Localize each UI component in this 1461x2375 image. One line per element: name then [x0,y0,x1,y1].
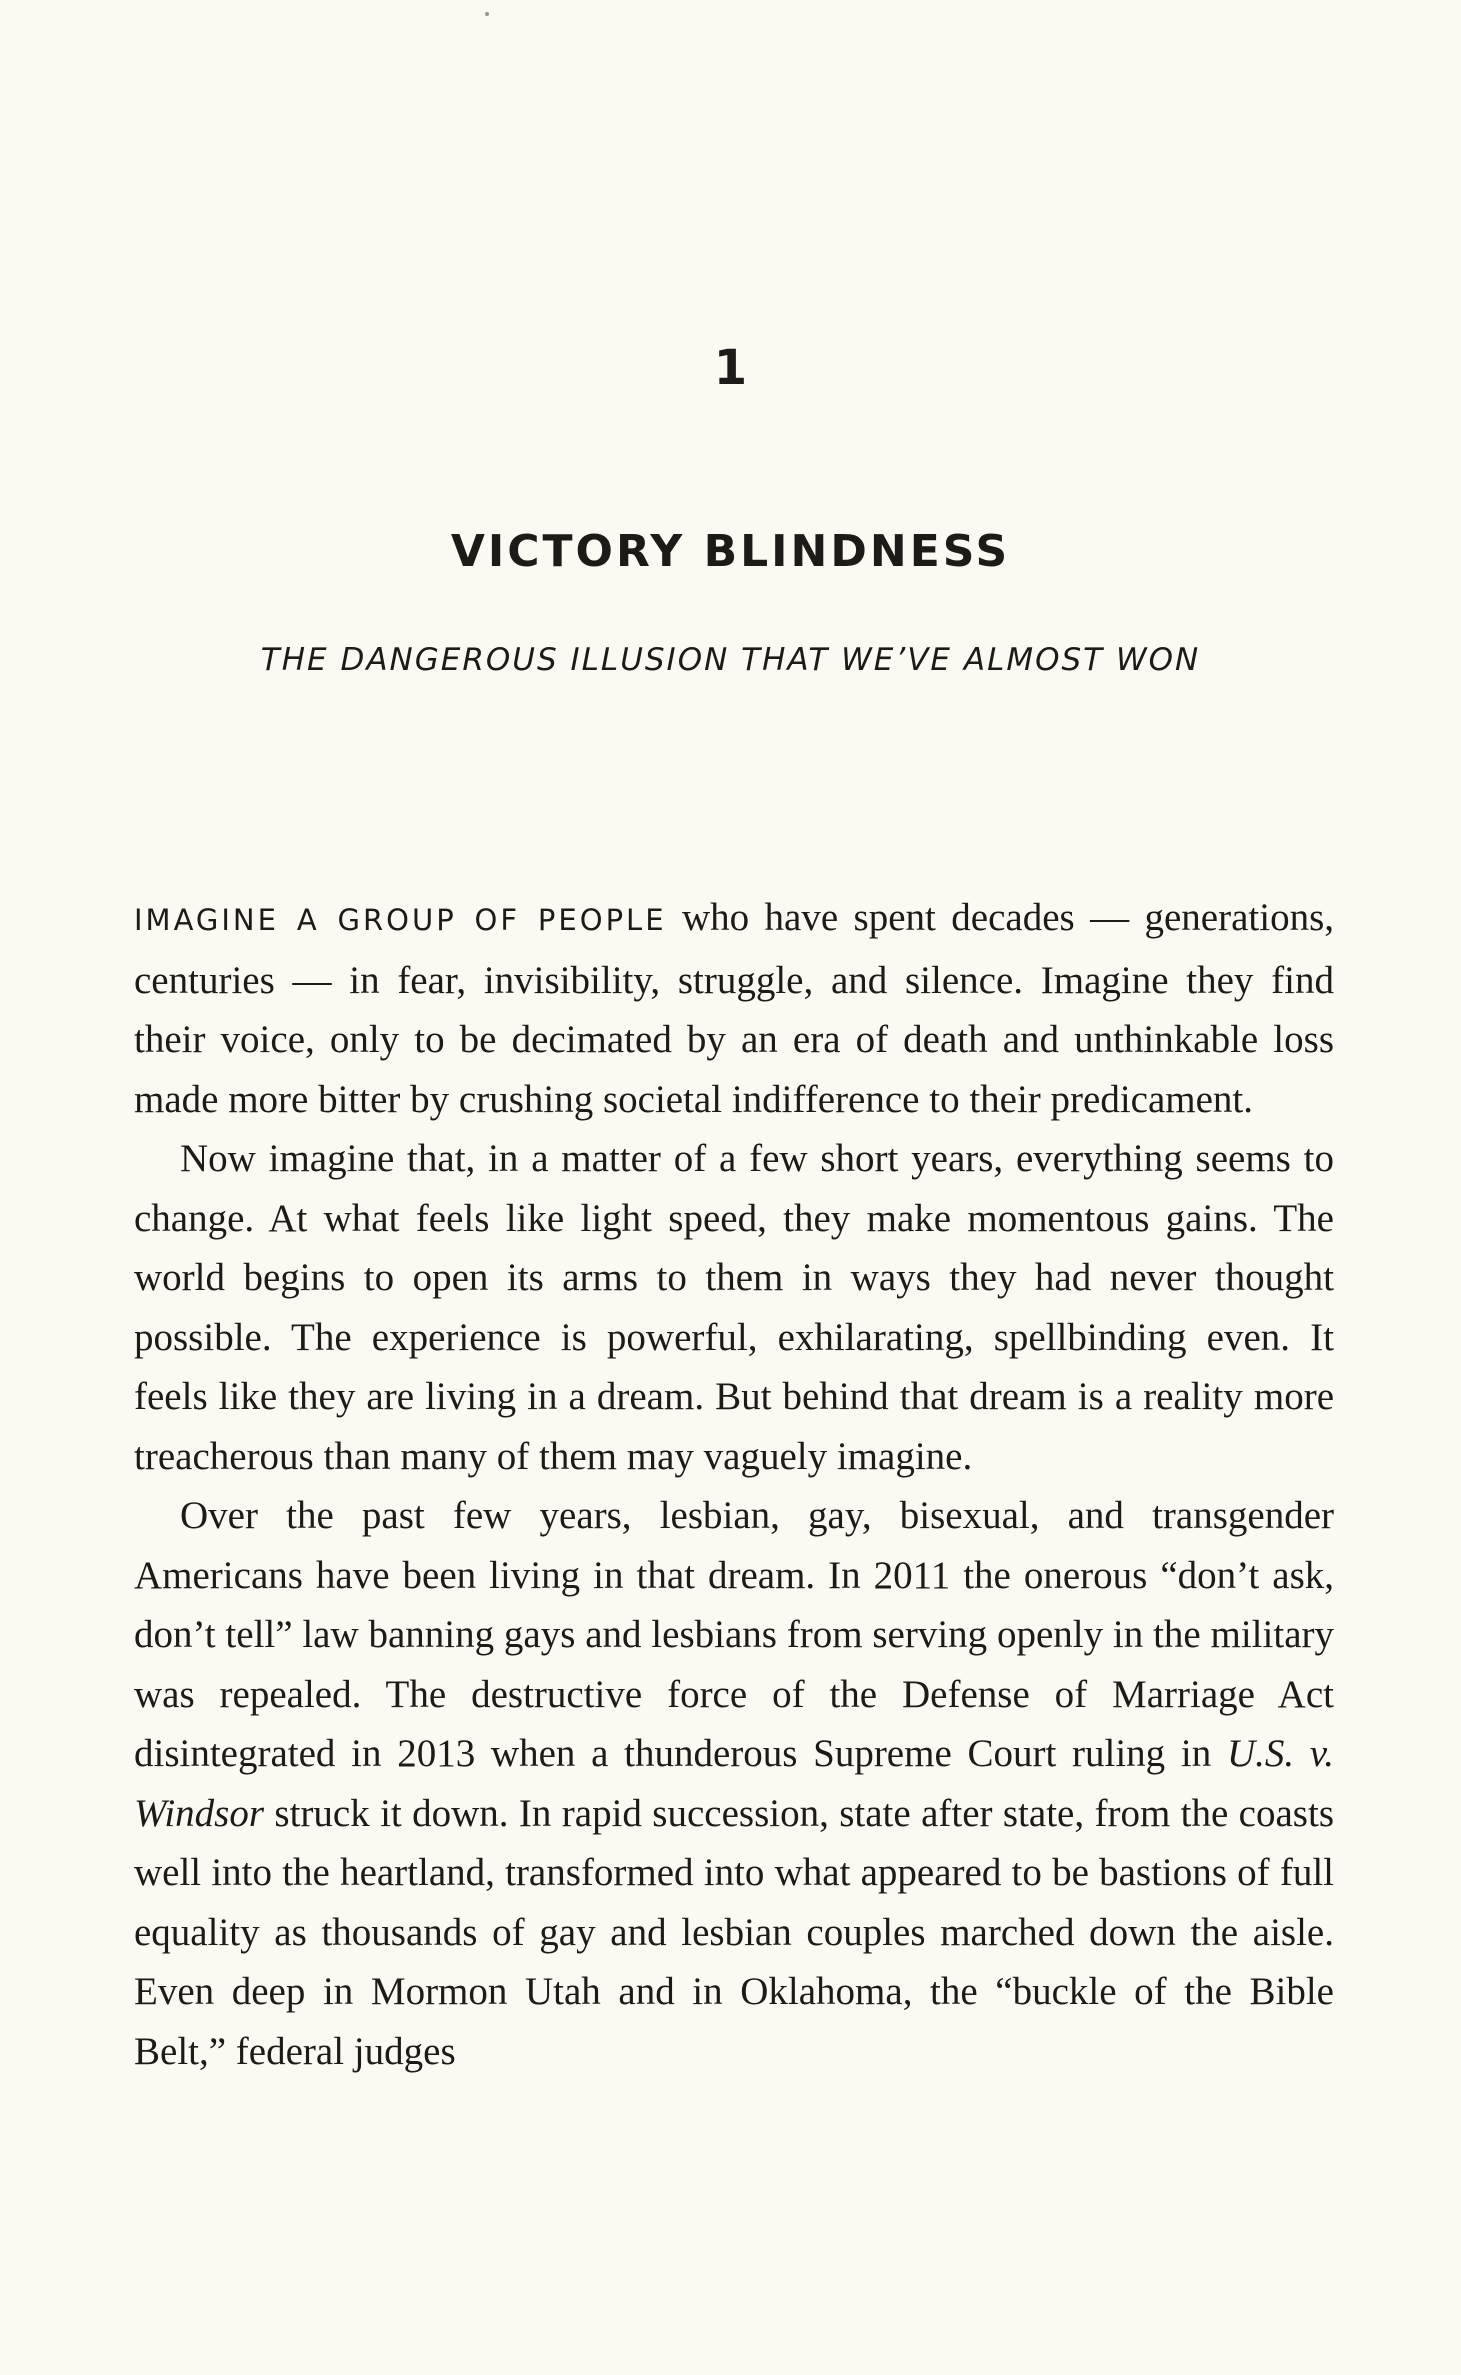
paragraph-1-text: who have spent decades — generations, centuries — in fear, invisibility, struggle, and silence. Imagine they find their voice, only to be decimated by an era of death and unthinkable loss made more bitter by crushing societal indifference to their predicament. [134,896,1334,1121]
paragraph-3-text-b: struck it down. In rapid succession, state after state, from the coasts well into the heartland, transformed into what appeared to be bastions of full equality as thousands of gay and lesbian couples marched down the aisle. Even deep in Mormon Utah and in Oklahoma, the “buckle of the Bible Belt,” federal judges [134,1791,1334,2073]
chapter-title: VICTORY BLINDNESS [450,526,1011,577]
paragraph-3 [134,1486,1334,2081]
case-name-italic: U.S. v. Windsor [134,1732,1334,1835]
chapter-subtitle: THE DANGEROUS ILLUSION THAT WE’VE ALMOST WON [260,642,1201,678]
paragraph-2: Now imagine that, in a matter of a few short years, everything seems to change. At what feels like light speed, they make momentous gains. The world begins to open its arms to them in ways they had never thought possible. The experience is powerful, exhilarating, spellbinding even. It feels like they are living in a dream. But behind that dream is a reality more treacherous than many of them may vaguely imagine. [134,1137,1334,1478]
lead-in-small-caps: IMAGINE A GROUP OF PEOPLE [134,903,667,937]
body-text [134,888,1334,2081]
paragraph-3-text-a: Over the past few years, lesbian, gay, bisexual, and transgender Americans have been living in that dream. In 2011 the onerous “don’t ask, don’t tell” law banning gays and lesbians from serving openly in the military was repealed. The destructive force of the Defense of Marriage Act disintegrated in 2013 when a thunderous Supreme Court ruling in [134,1494,1334,1775]
paragraph-1 [134,888,1334,1129]
scan-speck [485,12,489,16]
chapter-number: 1 [713,340,748,396]
